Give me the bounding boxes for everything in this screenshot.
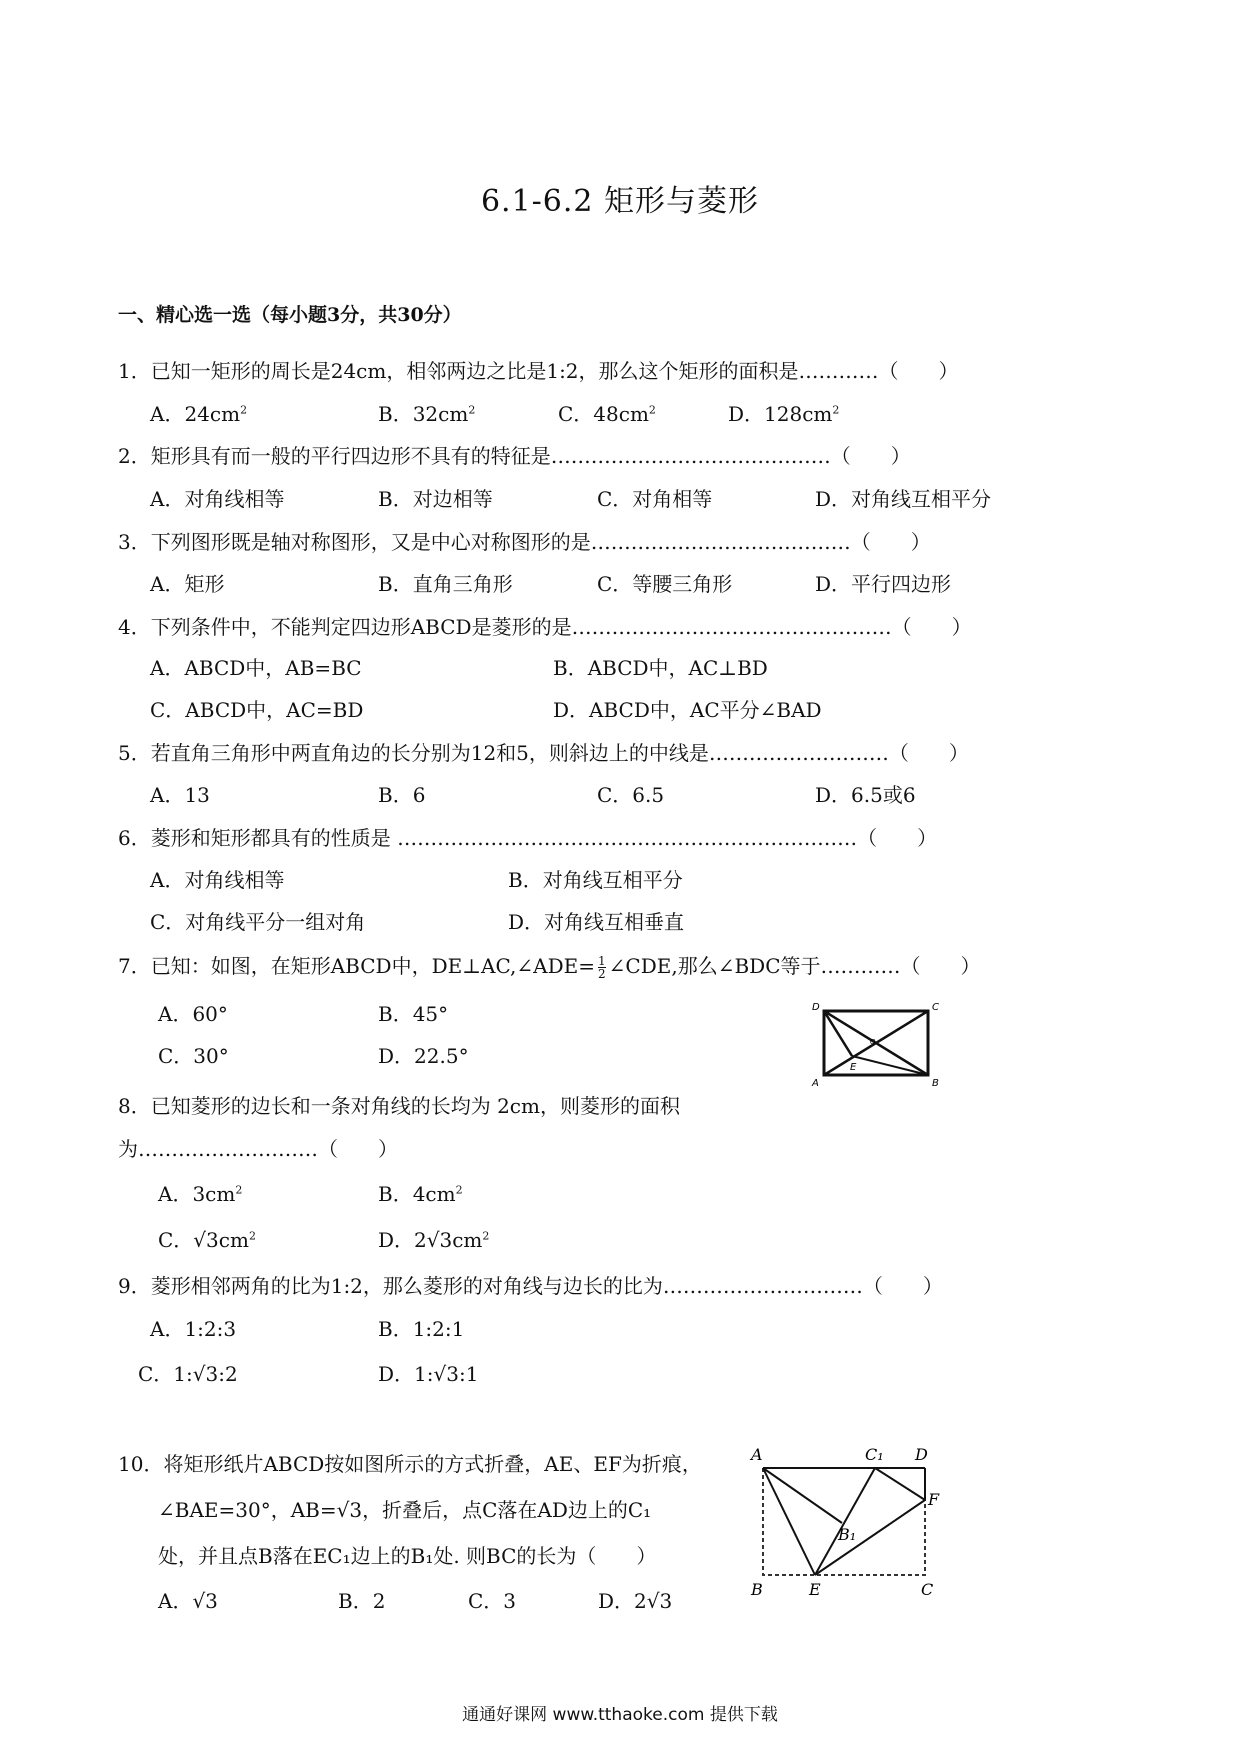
q5-option-d: D．6.5或6 (815, 783, 916, 807)
q7-option-b: B．45° (378, 1002, 449, 1026)
label-A: A (751, 1445, 763, 1464)
q1-option-b: B．$32cm^2$ (378, 402, 476, 426)
q2-option-c: C．对角相等 (597, 487, 713, 511)
q7-option-d: D．22.5° (378, 1044, 469, 1068)
q5-option-b: B．6 (378, 783, 426, 807)
q7-option-a: A．60° (158, 1002, 228, 1026)
label-A: A (812, 1078, 819, 1089)
label-D: D (915, 1445, 928, 1464)
q1-option-d: D．$128cm^2$ (728, 402, 840, 426)
label-B: B (751, 1580, 763, 1599)
q6-option-a: A．对角线相等 (150, 868, 285, 892)
q10-option-d: D．2√3 (598, 1589, 673, 1613)
q3-option-a: A．矩形 (150, 572, 225, 596)
q9-option-c: C．1:√3:2 (138, 1362, 238, 1386)
q9-option-d: D．1:√3:1 (378, 1362, 479, 1386)
q3-option-c: C．等腰三角形 (597, 572, 733, 596)
question-9-stem: 9．菱形相邻两角的比为1:2，那么菱形的对角线与边长的比为…………………………（ ） (118, 1274, 943, 1298)
question-10-line-2: ∠BAE=30°，AB=√3，折叠后，点C落在AD边上的C₁ (158, 1498, 652, 1522)
q8-option-a: A．$3cm^2$ (158, 1182, 243, 1206)
label-C: C (932, 1002, 939, 1013)
q8-option-d: D．$2√3cm^2$ (378, 1228, 490, 1252)
section-heading: 一、精心选一选（每小题3分，共30分） (118, 304, 462, 326)
footer-source: 通通好课网 www.tthaoke.com 提供下载 (462, 1705, 778, 1725)
q5-option-c: C．6.5 (597, 783, 665, 807)
question-6-stem: 6．菱形和矩形都具有的性质是 ……………………………………………………………（ ） (118, 826, 938, 850)
question-8-stem: 8．已知菱形的边长和一条对角线的长均为 2cm，则菱形的面积 (118, 1094, 680, 1118)
fraction-denominator: 2 (598, 967, 606, 981)
label-E: E (809, 1580, 821, 1599)
q6-option-c: C．对角线平分一组对角 (150, 910, 366, 934)
q2-option-d: D．对角线互相平分 (815, 487, 992, 511)
q9-option-b: B．1:2:1 (378, 1317, 465, 1341)
question-7-stem: 7．已知：如图，在矩形ABCD中，DE⊥AC,∠ADE= $\frac{1}{2}$ ∠CDE,那么∠BDC等于…………（ ） (118, 954, 981, 981)
q4-option-b: B．ABCD中，AC⊥BD (553, 656, 768, 680)
question-1-stem: 1．已知一矩形的周长是24cm，相邻两边之比是1:2，那么这个矩形的面积是…………（ ） (118, 359, 959, 383)
q1-option-c: C．$48cm^2$ (558, 402, 656, 426)
q6-option-b: B．对角线互相平分 (508, 868, 683, 892)
q10-option-c: C．3 (468, 1589, 517, 1613)
q8-option-b: B．$4cm^2$ (378, 1182, 463, 1206)
q5-option-a: A．13 (150, 783, 210, 807)
label-E: E (850, 1062, 857, 1073)
fraction-numerator: 1 (598, 954, 606, 968)
q6-option-d: D．对角线互相垂直 (508, 910, 685, 934)
label-C: C (921, 1580, 934, 1599)
label-C1: C₁ (865, 1445, 884, 1464)
q2-option-a: A．对角线相等 (150, 487, 285, 511)
q4-option-c: C．ABCD中，AC=BD (150, 698, 364, 722)
question-5-stem: 5．若直角三角形中两直角边的长分别为12和5，则斜边上的中线是………………………（ ） (118, 741, 969, 765)
figure-q10-folded-rectangle (745, 1440, 950, 1605)
question-8-stem-cont: 为………………………（ ） (118, 1137, 398, 1161)
q10-option-b: B．2 (338, 1589, 386, 1613)
q9-option-a: A．1:2:3 (150, 1317, 237, 1341)
q10-option-a: A．√3 (158, 1589, 218, 1613)
question-2-stem: 2．矩形具有而一般的平行四边形不具有的特征是……………………………………（ ） (118, 444, 911, 468)
q8-option-c: C．$√3cm^2$ (158, 1228, 256, 1252)
label-B1: B₁ (838, 1525, 857, 1544)
question-3-stem: 3．下列图形既是轴对称图形，又是中心对称图形的是…………………………………（ ） (118, 530, 931, 554)
question-10-line-3: 处，并且点B落在EC₁边上的B₁处. 则BC的长为（ ） (158, 1544, 657, 1568)
label-D: D (812, 1002, 820, 1013)
question-4-stem: 4．下列条件中，不能判定四边形ABCD是菱形的是…………………………………………（ ） (118, 615, 972, 639)
page-title: 6.1-6.2 矩形与菱形 (480, 184, 760, 219)
q4-option-a: A．ABCD中，AB=BC (150, 656, 362, 680)
label-O: O (870, 1038, 876, 1046)
label-B: B (932, 1078, 939, 1089)
q2-option-b: B．对边相等 (378, 487, 493, 511)
label-F: F (928, 1490, 940, 1509)
q3-option-b: B．直角三角形 (378, 572, 513, 596)
q4-option-d: D．ABCD中，AC平分∠BAD (553, 698, 822, 722)
q7-option-c: C．30° (158, 1044, 229, 1068)
question-10-line-1: 10．将矩形纸片ABCD按如图所示的方式折叠，AE、EF为折痕， (118, 1452, 702, 1476)
q1-option-a: A．$24cm^2$ (150, 402, 248, 426)
q3-option-d: D．平行四边形 (815, 572, 952, 596)
figure-q7-rectangle (810, 1000, 950, 1090)
